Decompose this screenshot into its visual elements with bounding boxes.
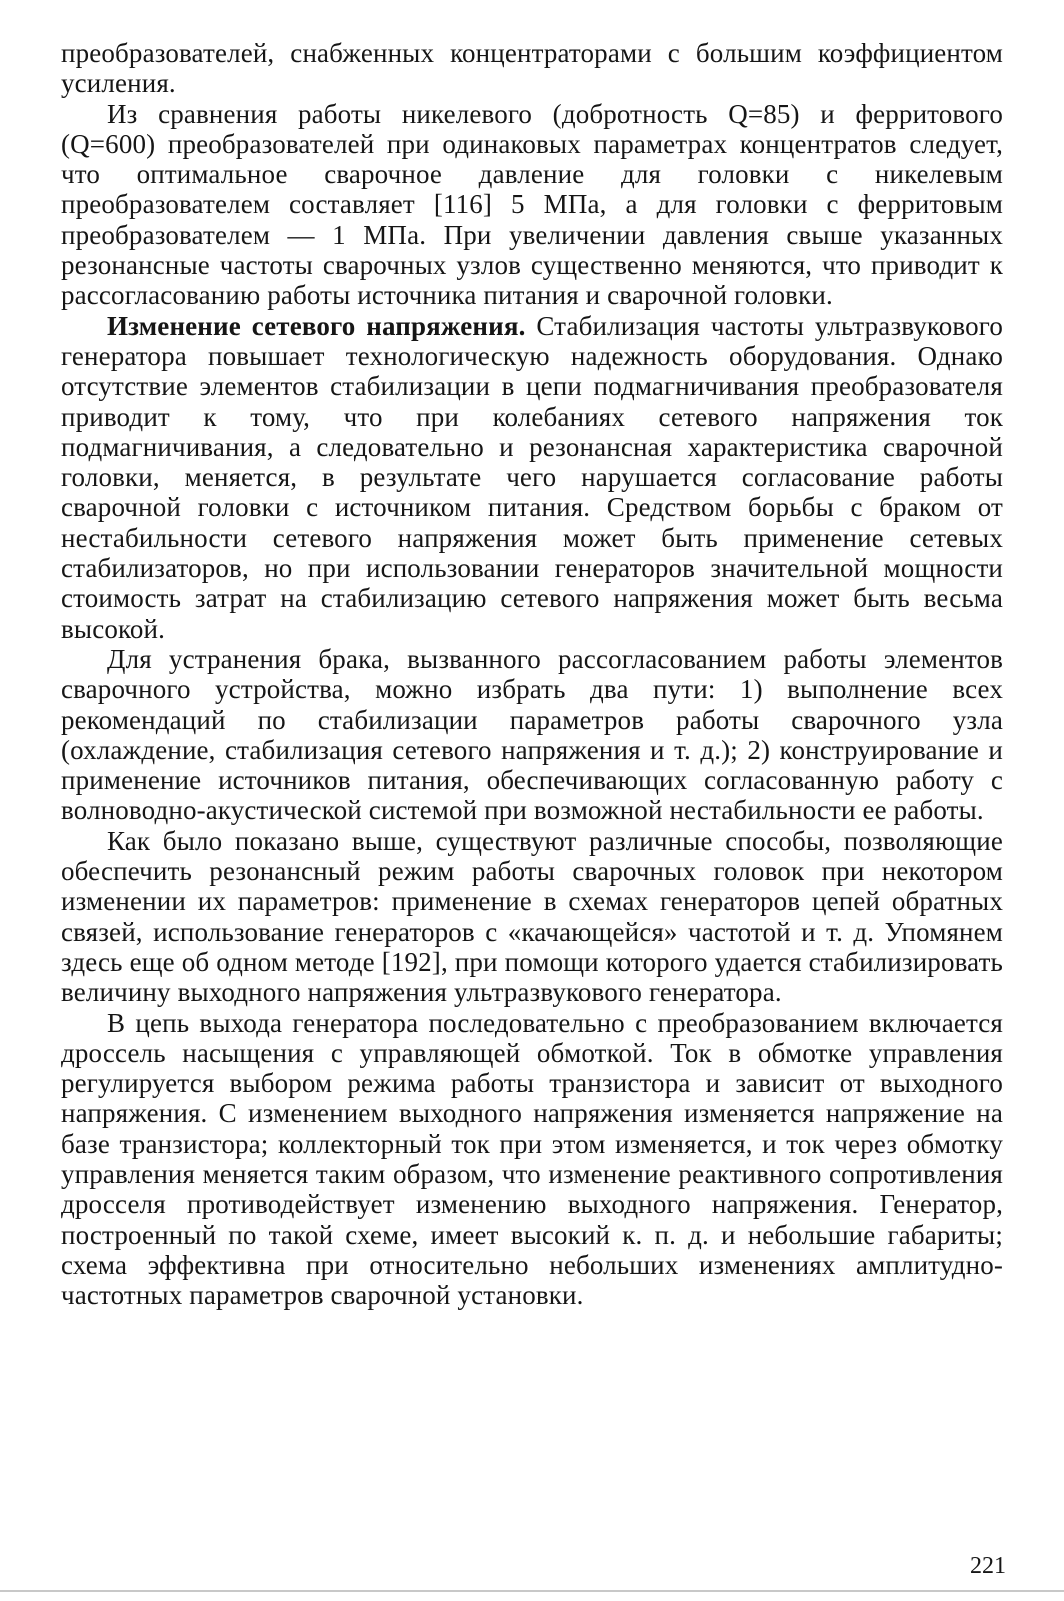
paragraph-text: В цепь выхода генератора последовательно с преобразованием включается дроссель насыщения с управляющей обмоткой. Ток в обмотке управления регулируется выбором режима работы транзистора и зависит от выходного напряжения. С изменением выходного напряжения изменяется напряжение на базе транзистора; коллекторный ток при этом изменяется, и ток через обмотку управления меняется таким образом, что изменение реактивного сопротивления дросселя противодействует изменению выходного напряжения. Генератор, построенный по такой схеме, имеет высокий к. п. д. и небольшие габариты; схема эффективна при относительно небольших изменениях амплитудно-частотных параметров сварочной установки.: [61, 1007, 1003, 1311]
page-number: 221: [970, 1553, 1006, 1579]
paragraph-resonance-methods: [61, 826, 1003, 1008]
paragraph-continuation: [61, 38, 1003, 99]
page-body: [61, 38, 1003, 1310]
paragraph-text: Стабилизация частоты ультразвукового генератора повышает технологическую надежность оборудования. Однако отсутствие элементов стабилизации в цепи подмагничивания преобразователя приводит к тому, что при колебаниях сетевого напряжения ток подмагничивания, а следовательно и резонансная характеристика сварочной головки, меняется, в результате чего нарушается согласование работы сварочной головки с источником питания. Средством борьбы с браком от нестабильности сетевого напряжения может быть применение сетевых стабилизаторов, но при использовании генераторов значительной мощности стоимость затрат на стабилизацию сетевого напряжения может быть весьма высокой.: [61, 310, 1003, 644]
paragraph-text: Как было показано выше, существуют различные способы, позволяющие обеспечить резонансный режим работы сварочных головок при некотором изменении их параметров: применение в схемах генераторов цепей обратных связей, использование генераторов с «качающейся» частотой и т. д. Упомянем здесь еще об одном методе [192], при помощи которого удается стабилизировать величину выходного напряжения ультразвукового генератора.: [61, 825, 1003, 1008]
paragraph-text: Из сравнения работы никелевого (добротность Q=85) и ферритового (Q=600) преобразователей при одинаковых параметрах концентратов следует, что оптимальное сварочное давление для головки с никелевым преобразователем составляет [116] 5 МПа, а для головки с ферритовым преобразователем — 1 МПа. При увеличении давления свыше указанных резонансные частоты сварочных узлов существенно меняются, что приводит к рассогласованию работы источника питания и сварочной головки.: [61, 98, 1003, 311]
paragraph-defect-elimination: [61, 644, 1003, 826]
paragraph-saturation-choke: [61, 1008, 1003, 1311]
paragraph-lead-heading: Изменение сетевого напряжения.: [107, 310, 526, 341]
paragraph-network-voltage: [61, 311, 1003, 644]
page-bottom-edge: [0, 1590, 1064, 1592]
paragraph-text: преобразователей, снабженных концентраторами с большим коэффициентом усиления.: [61, 38, 1003, 99]
paragraph-nickel-ferrite-comparison: [61, 99, 1003, 311]
paragraph-text: Для устранения брака, вызванного рассогласованием работы элементов сварочного устройства, можно избрать два пути: 1) выполнение всех рекомендаций по стабилизации параметров работы сварочного узла (охлаждение, стабилизация сетевого напряжения и т. д.); 2) конструирование и применение источников питания, обеспечивающих согласованную работу с волноводно-акустической системой при возможной нестабильности ее работы.: [61, 643, 1003, 826]
